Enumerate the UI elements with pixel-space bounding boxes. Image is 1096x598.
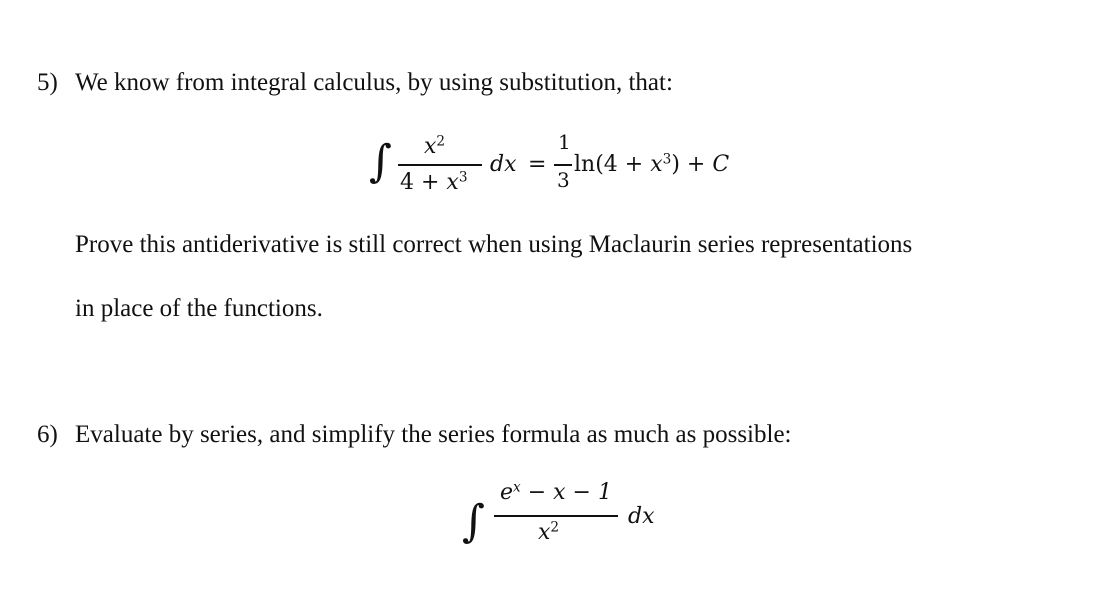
fraction-numerator: $x^2$ [424,133,446,159]
problem-6-number: 6) [37,421,58,448]
integral-sign: ∫ [462,496,485,547]
integral-sign: ∫ [369,136,392,187]
problem-5-prompt-line-2: in place of the functions. [75,295,323,322]
fraction-denominator: $4 + x^3$ [400,169,468,195]
log-expression: $\ln(4 + x^3) + C$ [574,151,730,177]
differential-dx: dx [490,152,517,177]
fraction-numerator: $e^x - x - 1$ [500,479,612,505]
problem-6-intro: Evaluate by series, and simplify the series formula as much as possible: [75,421,792,448]
problem-5-intro: We know from integral calculus, by using substitution, that: [75,69,673,96]
differential-dx: dx [628,504,655,529]
coefficient-numerator: 1 [558,130,571,154]
equals-sign: = [528,152,547,177]
problem-5-prompt-line-1: Prove this antiderivative is still correct when using Maclaurin series representations [75,231,913,258]
problem-5-number: 5) [37,69,58,96]
fraction-denominator: $x^2$ [538,519,560,545]
coefficient-denominator: 3 [557,168,570,192]
fraction-bar [494,515,618,517]
